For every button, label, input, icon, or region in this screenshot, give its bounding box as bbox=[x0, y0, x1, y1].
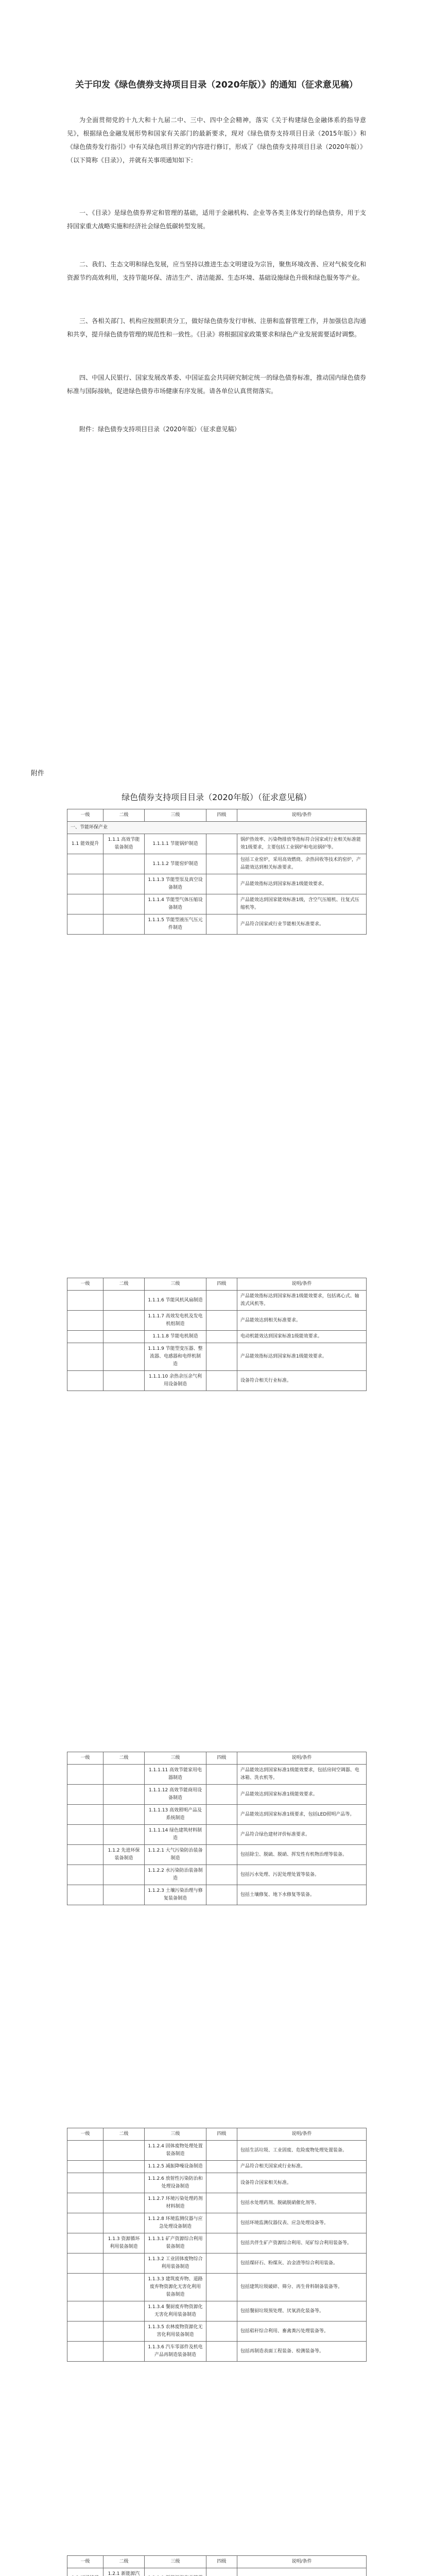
table-cell bbox=[206, 2213, 237, 2233]
table-cell: 包括再制造表面工程装备、检测装备等。 bbox=[237, 2342, 367, 2362]
table-cell: 1.1.2.4 固体废物处理处置装备制造 bbox=[145, 2141, 206, 2161]
table-row bbox=[67, 1845, 367, 1865]
table-cell: 产品能效达到国家标准1级要求，包括LED照明产品等。 bbox=[237, 1805, 367, 1825]
table-row bbox=[67, 1371, 367, 1391]
table-cell: 1.1.1.3 节能型泵及真空设备制造 bbox=[145, 874, 206, 894]
table-cell: 1.1.1.6 节能风机风扇制造 bbox=[145, 1291, 206, 1311]
table-cell bbox=[206, 1343, 237, 1371]
table-cell bbox=[206, 874, 237, 894]
table-header-cell: 二级 bbox=[103, 809, 145, 822]
table-cell: 1.1.3 资源循环利用装备制造 bbox=[103, 2233, 145, 2253]
table-header-cell: 一级 bbox=[67, 2128, 103, 2141]
table-cell: 产品能效达到相关标准要求。 bbox=[237, 1311, 367, 1331]
table-cell: 1.1 能效提升 bbox=[67, 834, 103, 854]
table-cell: 包括除尘、脱硫、脱硝、挥发性有机物治理等装备。 bbox=[237, 1845, 367, 1865]
table-row bbox=[67, 2213, 367, 2233]
table-cell: 1.2.1 新能源汽 bbox=[103, 2568, 145, 2576]
table-cell: 包括建筑垃圾破碎、筛分、再生骨料制备装备等。 bbox=[237, 2274, 367, 2301]
table-row bbox=[67, 1331, 367, 1343]
table-cell: 1.1.1.5 节能型液压气压元件制造 bbox=[145, 914, 206, 935]
table-cell: 1.1.1.8 节能电机制造 bbox=[145, 1331, 206, 1343]
table-row bbox=[67, 2342, 367, 2362]
table-cell bbox=[103, 1371, 145, 1391]
table-cell bbox=[67, 2213, 103, 2233]
table-cell bbox=[145, 2568, 206, 2576]
table-header-row bbox=[67, 1752, 367, 1765]
table-cell: 包括生活垃圾、工业固废、危险废物处理处置装备。 bbox=[237, 2141, 367, 2161]
table-row bbox=[67, 2141, 367, 2161]
table-cell: 1.1.1.12 高效节能商用设备制造 bbox=[145, 1785, 206, 1805]
table-header-cell: 二级 bbox=[103, 1278, 145, 1291]
table-header-cell: 四级 bbox=[206, 2128, 237, 2141]
table-cell: 1.1.2.1 大气污染防治装备制造 bbox=[145, 1845, 206, 1865]
table-cell: 1.1.3.3 建筑废弃物、道路废弃物资源化无害化利用装备制造 bbox=[145, 2274, 206, 2301]
table-row bbox=[67, 914, 367, 935]
table-row bbox=[67, 2301, 367, 2321]
catalog-table bbox=[67, 1752, 367, 1905]
table-cell bbox=[103, 2213, 145, 2233]
table-cell bbox=[206, 1331, 237, 1343]
table-cell bbox=[206, 2301, 237, 2321]
table-header-cell: 说明/条件 bbox=[237, 1278, 367, 1291]
table-cell bbox=[206, 834, 237, 854]
table-cell bbox=[206, 2274, 237, 2301]
table-row bbox=[67, 894, 367, 914]
table-cell bbox=[103, 1331, 145, 1343]
table-cell bbox=[67, 914, 103, 935]
table-cell: 1.1.1.11 高效节能家用电器制造 bbox=[145, 1765, 206, 1785]
table-row bbox=[67, 2568, 367, 2576]
table-header-cell: 一级 bbox=[67, 2556, 103, 2568]
table-cell bbox=[67, 1785, 103, 1805]
table-cell: 产品能效指标达到国家标准1级能效要求。 bbox=[237, 874, 367, 894]
table-cell bbox=[103, 2173, 145, 2193]
table-cell bbox=[67, 1371, 103, 1391]
table-cell bbox=[206, 1311, 237, 1331]
table-cell bbox=[67, 2141, 103, 2161]
table-row bbox=[67, 2321, 367, 2342]
table-cell bbox=[67, 854, 103, 874]
table-cell: 包括土壤修复、地下水修复等装备。 bbox=[237, 1885, 367, 1905]
table-cell: 1.1.1.7 高效发电机及发电机组制造 bbox=[145, 1311, 206, 1331]
table-row bbox=[67, 1885, 367, 1905]
table-header-row bbox=[67, 2556, 367, 2568]
table-cell bbox=[206, 2253, 237, 2274]
table-header-cell: 四级 bbox=[206, 1752, 237, 1765]
table-header-row bbox=[67, 1278, 367, 1291]
table-cell: 1.1.2 先进环保装备制造 bbox=[103, 1845, 145, 1865]
table-header-cell: 三级 bbox=[145, 2128, 206, 2141]
table-row bbox=[67, 2233, 367, 2253]
table-cell bbox=[206, 1865, 237, 1885]
section-title: 一、节能环保产业 bbox=[67, 822, 367, 834]
table-cell: 1.1.2.6 放射性污染防治和处理设备制造 bbox=[145, 2173, 206, 2193]
attachment-line: 附件：绿色债券支持项目目录（2020年版）（征求意见稿） bbox=[79, 426, 240, 433]
table-cell bbox=[206, 914, 237, 935]
table-cell bbox=[67, 2568, 103, 2576]
table-cell bbox=[206, 854, 237, 874]
table-cell bbox=[67, 2321, 103, 2342]
table-cell: 产品能效达到国家能效标准1级，含空气压缩机、往复式压缩机等。 bbox=[237, 894, 367, 914]
table-cell bbox=[67, 1885, 103, 1905]
table-cell bbox=[206, 1371, 237, 1391]
table-row bbox=[67, 1805, 367, 1825]
table-cell: 产品能效指标达到国家标准1级能效要求。 bbox=[237, 1343, 367, 1371]
table-cell: 1.1.1.10 余热余压余气利用设备制造 bbox=[145, 1371, 206, 1391]
table-cell bbox=[67, 2253, 103, 2274]
catalog-table bbox=[67, 2555, 367, 2576]
section-row bbox=[67, 822, 367, 834]
table-cell bbox=[103, 1765, 145, 1785]
table-cell bbox=[67, 1765, 103, 1785]
table-header-cell: 二级 bbox=[103, 2128, 145, 2141]
paragraph-intro: 为全面贯彻党的十九大和十九届二中、三中、四中全会精神，落实《关于构建绿色金融体系的指导意见》，根据绿色金融发展形势和国家有关部门的最新要求，现对《绿色债券支持项目目录（2015年版）》和《绿色债券发行指引》中有关绿色项目界定的内容进行修订，形成了《绿色债券支持项目目录（2020年版）》（以下简称《目录》），并就有关事项通知如下： bbox=[67, 116, 366, 164]
table-cell bbox=[67, 1825, 103, 1845]
table-cell bbox=[67, 1343, 103, 1371]
table-cell: 产品符合绿色建材评价标准要求。 bbox=[237, 1825, 367, 1845]
table-cell: 1.1.1.14 绿色建筑材料制造 bbox=[145, 1825, 206, 1845]
table-cell: 包括共伴生矿产资源综合利用、尾矿综合利用装备等。 bbox=[237, 2233, 367, 2253]
table-cell: 1.1.1.13 高效照明产品及系统制造 bbox=[145, 1805, 206, 1825]
table-cell bbox=[103, 2274, 145, 2301]
table-cell bbox=[103, 1825, 145, 1845]
table-cell bbox=[67, 874, 103, 894]
table-row bbox=[67, 2173, 367, 2193]
table-cell bbox=[67, 2233, 103, 2253]
table-row bbox=[67, 874, 367, 894]
table-cell bbox=[206, 2568, 237, 2576]
table-cell bbox=[206, 2173, 237, 2193]
table-cell bbox=[206, 2321, 237, 2342]
doc-title: 关于印发《绿色债券支持项目目录（2020年版）》的通知（征求意见稿） bbox=[75, 80, 358, 90]
table-cell: 1.1.2.5 减振降噪设备制造 bbox=[145, 2161, 206, 2173]
table-cell bbox=[103, 1885, 145, 1905]
catalog-table bbox=[67, 1278, 367, 1391]
table-header-cell: 一级 bbox=[67, 1752, 103, 1765]
table-cell bbox=[103, 874, 145, 894]
paragraph-3: 三、各相关部门、机构应按照职责分工，做好绿色债券发行审核、注册和监督管理工作，并加强信息沟通和共享，提升绿色债券管理的规范性和一致性。《目录》将根据国家政策要求和绿色产业发展需要适时调整。 bbox=[67, 317, 366, 338]
table-cell: 1.1.1.4 节能型气体压缩设备制造 bbox=[145, 894, 206, 914]
table-cell bbox=[206, 1291, 237, 1311]
table-header-cell: 三级 bbox=[145, 1278, 206, 1291]
table-header-cell: 二级 bbox=[103, 1752, 145, 1765]
catalog-table bbox=[67, 2128, 367, 2362]
table-cell: 1.1.2.7 环境污染处理药剂材料制造 bbox=[145, 2193, 206, 2213]
table-cell: 1.1.2.2 水污染防治装备制造 bbox=[145, 1865, 206, 1885]
table-cell: 电动机能效达到国家标准1级能效要求。 bbox=[237, 1331, 367, 1343]
table-cell: 产品符合国家或行业节能相关标准要求。 bbox=[237, 914, 367, 935]
table-cell: 包括环境监测仪器仪表、应急处理设备等。 bbox=[237, 2213, 367, 2233]
table-cell: 锅炉热效率、污染物排放等指标符合国家或行业相关标准能效1级要求，主要包括工业锅炉和电站锅炉等。 bbox=[237, 834, 367, 854]
table-row bbox=[67, 854, 367, 874]
table-row bbox=[67, 834, 367, 854]
table-cell bbox=[206, 2161, 237, 2173]
table-cell bbox=[67, 2173, 103, 2193]
table-header-cell: 三级 bbox=[145, 809, 206, 822]
table-cell: 产品能效达到国家标准1级能效要求，包括房间空调器、电冰箱、洗衣机等。 bbox=[237, 1765, 367, 1785]
table-cell bbox=[103, 2161, 145, 2173]
table-cell bbox=[67, 1311, 103, 1331]
table-header-cell: 三级 bbox=[145, 1752, 206, 1765]
table-cell bbox=[206, 2141, 237, 2161]
table-cell bbox=[103, 2301, 145, 2321]
table-cell bbox=[103, 854, 145, 874]
table-cell bbox=[103, 914, 145, 935]
table-header-cell: 说明/条件 bbox=[237, 2128, 367, 2141]
table-cell bbox=[103, 894, 145, 914]
table-cell: 包括秸秆综合利用、畜禽粪污处理装备等。 bbox=[237, 2321, 367, 2342]
table-cell: 1.1.2.8 环境监测仪器与应急处理设备制造 bbox=[145, 2213, 206, 2233]
table-cell: 1.1.3.5 农林废物资源化无害化利用装备制造 bbox=[145, 2321, 206, 2342]
table-cell: 1.1.1 高效节能装备制造 bbox=[103, 834, 145, 854]
table-cell bbox=[103, 2141, 145, 2161]
table-cell: 1.1.3.6 汽车零部件及机电产品再制造装备制造 bbox=[145, 2342, 206, 2362]
paragraph-2: 二、我们、生态文明和绿色发展，应当坚持以推进生态文明建设为宗旨，聚焦环境改善、应对气候变化和资源节约高效利用，支持节能环保、清洁生产、清洁能源、生态环境、基础设施绿色升级和绿色服务等产业。 bbox=[67, 261, 366, 281]
table-cell bbox=[237, 2568, 367, 2576]
table-cell: 1.1.2.3 土壤污染治理与修复装备制造 bbox=[145, 1885, 206, 1905]
table-cell bbox=[67, 2274, 103, 2301]
table-cell: 包括餐厨垃圾预处理、厌氧消化装备等。 bbox=[237, 2301, 367, 2321]
table-row bbox=[67, 1311, 367, 1331]
table-cell bbox=[67, 1331, 103, 1343]
table-header-cell: 二级 bbox=[103, 2556, 145, 2568]
table-cell bbox=[67, 1845, 103, 1865]
table-cell bbox=[103, 2253, 145, 2274]
table-header-cell: 一级 bbox=[67, 809, 103, 822]
table-cell: 1.1.3.4 餐厨废弃物资源化无害化利用装备制造 bbox=[145, 2301, 206, 2321]
table-header-row bbox=[67, 2128, 367, 2141]
table-row bbox=[67, 2161, 367, 2173]
paragraph-1: 一、《目录》是绿色债券界定和管理的基础，适用于金融机构、企业等各类主体发行的绿色债券，用于支持国家重大战略实施和经济社会绿色低碳转型发展。 bbox=[67, 209, 366, 230]
table-cell: 设备符合相关行业标准。 bbox=[237, 1371, 367, 1391]
table-cell bbox=[206, 1805, 237, 1825]
table-row bbox=[67, 2193, 367, 2213]
table-row bbox=[67, 1291, 367, 1311]
table-cell: 包括煤矸石、粉煤灰、冶金渣等综合利用装备。 bbox=[237, 2253, 367, 2274]
table-row bbox=[67, 1785, 367, 1805]
table-cell: 1.1.3.2 工业固体废物综合利用装备制造 bbox=[145, 2253, 206, 2274]
table-cell bbox=[103, 1343, 145, 1371]
table-cell bbox=[67, 894, 103, 914]
table-cell: 产品符合相关国家或行业标准。 bbox=[237, 2161, 367, 2173]
table-header-row bbox=[67, 809, 367, 822]
table-cell: 产品能效达到国家标准1级能效要求。 bbox=[237, 1785, 367, 1805]
table-cell bbox=[103, 2342, 145, 2362]
table-cell bbox=[67, 2342, 103, 2362]
table-cell: 1.1.1.9 节能型变压器、整流器、电感器和电焊机制造 bbox=[145, 1343, 206, 1371]
table-row bbox=[67, 1343, 367, 1371]
table-cell bbox=[67, 2301, 103, 2321]
table-cell: 1.1.1.1 节能锅炉制造 bbox=[145, 834, 206, 854]
table-cell bbox=[206, 1885, 237, 1905]
table-cell: 产品能效指标达到国家标准1级能效要求，包括离心式、轴流式风机等。 bbox=[237, 1291, 367, 1311]
table-cell: 1.1.3.1 矿产资源综合利用装备制造 bbox=[145, 2233, 206, 2253]
table-cell: 包括工业窑炉，采用高效燃烧、余热回收等技术的窑炉，产品能效达到相关标准要求。 bbox=[237, 854, 367, 874]
table-row bbox=[67, 1865, 367, 1885]
table-header-cell: 说明/条件 bbox=[237, 809, 367, 822]
table-cell bbox=[67, 2193, 103, 2213]
table-row bbox=[67, 2274, 367, 2301]
table-cell bbox=[67, 2161, 103, 2173]
annex-title: 绿色债券支持项目目录（2020年版）（征求意见稿） bbox=[122, 792, 311, 802]
table-cell bbox=[206, 2342, 237, 2362]
table-cell bbox=[103, 1865, 145, 1885]
table-row bbox=[67, 1765, 367, 1785]
table-cell bbox=[103, 1785, 145, 1805]
table-header-cell: 四级 bbox=[206, 2556, 237, 2568]
table-header-cell: 说明/条件 bbox=[237, 1752, 367, 1765]
table-cell bbox=[206, 894, 237, 914]
table-cell: 1.1.1.2 节能窑炉制造 bbox=[145, 854, 206, 874]
table-cell bbox=[103, 1311, 145, 1331]
table-cell bbox=[206, 1765, 237, 1785]
table-cell bbox=[206, 1785, 237, 1805]
table-cell bbox=[206, 2193, 237, 2213]
table-row bbox=[67, 2253, 367, 2274]
table-cell bbox=[206, 1825, 237, 1845]
table-cell: 设备符合国家相关标准。 bbox=[237, 2173, 367, 2193]
table-header-cell: 一级 bbox=[67, 1278, 103, 1291]
annex-label: 附件 bbox=[31, 770, 45, 777]
table-cell bbox=[206, 2233, 237, 2253]
table-row bbox=[67, 1825, 367, 1845]
table-cell bbox=[103, 2193, 145, 2213]
table-header-cell: 四级 bbox=[206, 809, 237, 822]
catalog-table bbox=[67, 809, 367, 935]
table-cell bbox=[103, 1291, 145, 1311]
table-cell bbox=[103, 2321, 145, 2342]
table-cell bbox=[67, 1865, 103, 1885]
table-header-cell: 说明/条件 bbox=[237, 2556, 367, 2568]
paragraph-4: 四、中国人民银行、国家发展改革委、中国证监会共同研究制定统一的绿色债券标准，推动国内绿色债券标准与国际接轨，促进绿色债券市场健康有序发展。请各单位认真贯彻落实。 bbox=[67, 374, 366, 395]
table-header-cell: 三级 bbox=[145, 2556, 206, 2568]
table-header-cell: 四级 bbox=[206, 1278, 237, 1291]
table-cell bbox=[206, 1845, 237, 1865]
table-cell bbox=[103, 1805, 145, 1825]
table-cell bbox=[67, 1291, 103, 1311]
table-cell: 包括污水处理、污泥处理处置等装备。 bbox=[237, 1865, 367, 1885]
table-cell: 包括水处理药剂、脱硫脱硝催化剂等。 bbox=[237, 2193, 367, 2213]
table-cell bbox=[67, 1805, 103, 1825]
